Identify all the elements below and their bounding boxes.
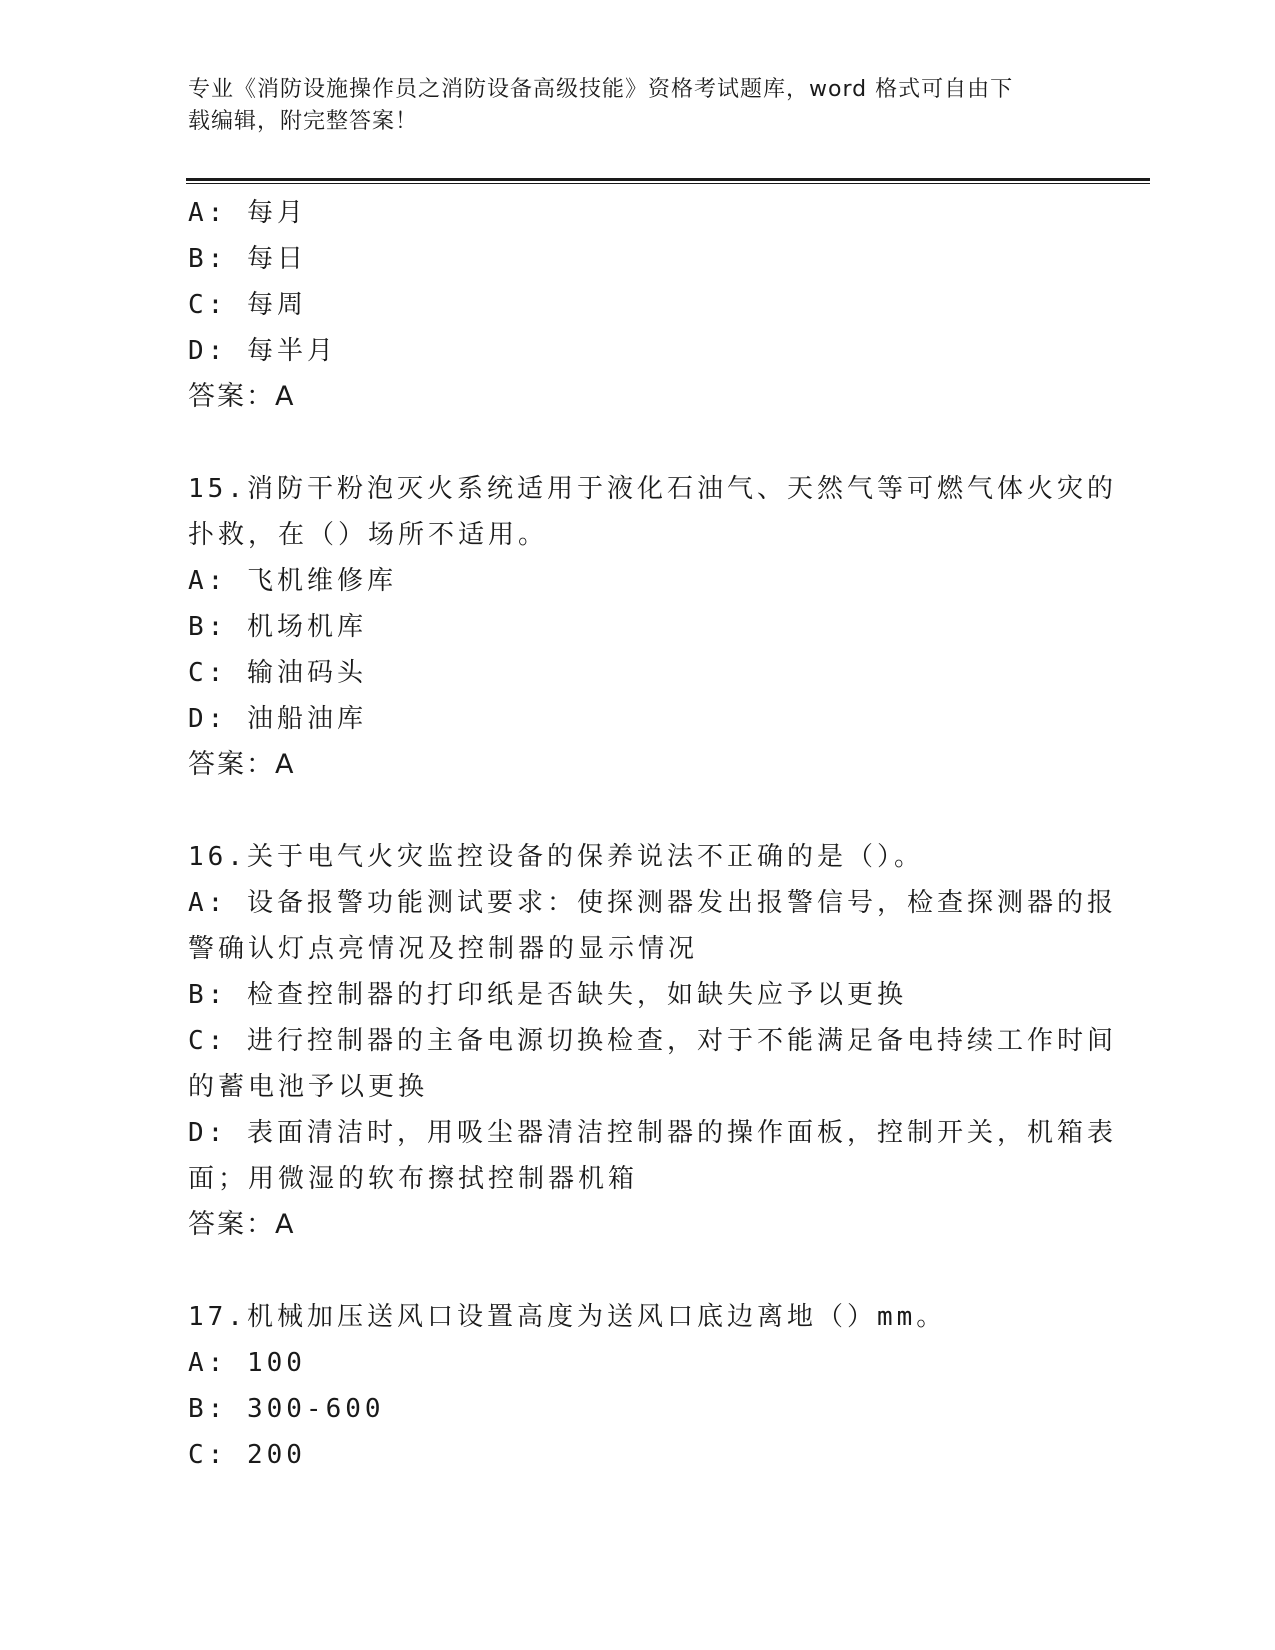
option-a-line-2: 警确认灯点亮情况及控制器的显示情况 xyxy=(188,934,699,964)
option-b: B: 检查控制器的打印纸是否缺失，如缺失应予以更换 xyxy=(188,980,907,1010)
option-c: C: 200 xyxy=(188,1440,306,1470)
option-a: A: 100 xyxy=(188,1348,306,1378)
header-rule-thin xyxy=(186,183,1150,184)
question-14 xyxy=(188,190,1088,420)
option-d-line-1: D: 表面清洁时，用吸尘器清洁控制器的操作面板，控制开关，机箱表 xyxy=(188,1118,1117,1148)
option-c-line-2: 的蓄电池予以更换 xyxy=(188,1072,429,1102)
spacer xyxy=(188,420,1088,466)
header-rule-thick xyxy=(186,178,1150,181)
document-header xyxy=(188,74,1088,138)
question-stem-line: 扑救，在（）场所不适用。 xyxy=(188,520,549,550)
header-line-2: 载编辑，附完整答案！ xyxy=(188,109,419,134)
option-b: B: 机场机库 xyxy=(188,612,367,642)
option-c: C: 输油码头 xyxy=(188,658,367,688)
spacer xyxy=(188,788,1088,834)
question-stem-line: 16.关于电气火灾监控设备的保养说法不正确的是（）。 xyxy=(188,842,924,872)
question-stem-line: 17.机械加压送风口设置高度为送风口底边离地（）mm。 xyxy=(188,1302,947,1332)
header-line-1: 专业《消防设施操作员之消防设备高级技能》资格考试题库，word 格式可自由下 xyxy=(188,77,1014,102)
spacer xyxy=(188,1248,1088,1294)
option-d-line-2: 面；用微湿的软布擦拭控制器机箱 xyxy=(188,1164,639,1194)
option-a: A: 每月 xyxy=(188,198,307,228)
option-a-line-1: A: 设备报警功能测试要求：使探测器发出报警信号，检查探测器的报 xyxy=(188,888,1117,918)
question-17 xyxy=(188,1294,1088,1478)
option-c-line-1: C: 进行控制器的主备电源切换检查，对于不能满足备电持续工作时间 xyxy=(188,1026,1117,1056)
question-16 xyxy=(188,834,1117,1248)
option-a: A: 飞机维修库 xyxy=(188,566,397,596)
answer-text: 答案：A xyxy=(188,381,296,412)
option-c: C: 每周 xyxy=(188,290,307,320)
question-list xyxy=(188,190,1117,1478)
answer-text: 答案：A xyxy=(188,749,296,780)
option-b: B: 300-600 xyxy=(188,1394,385,1424)
question-stem-line: 15.消防干粉泡灭火系统适用于液化石油气、天然气等可燃气体火灾的 xyxy=(188,474,1117,504)
option-d: D: 每半月 xyxy=(188,336,337,366)
option-d: D: 油船油库 xyxy=(188,704,367,734)
question-15 xyxy=(188,466,1117,788)
option-b: B: 每日 xyxy=(188,244,307,274)
answer-text: 答案：A xyxy=(188,1209,296,1240)
